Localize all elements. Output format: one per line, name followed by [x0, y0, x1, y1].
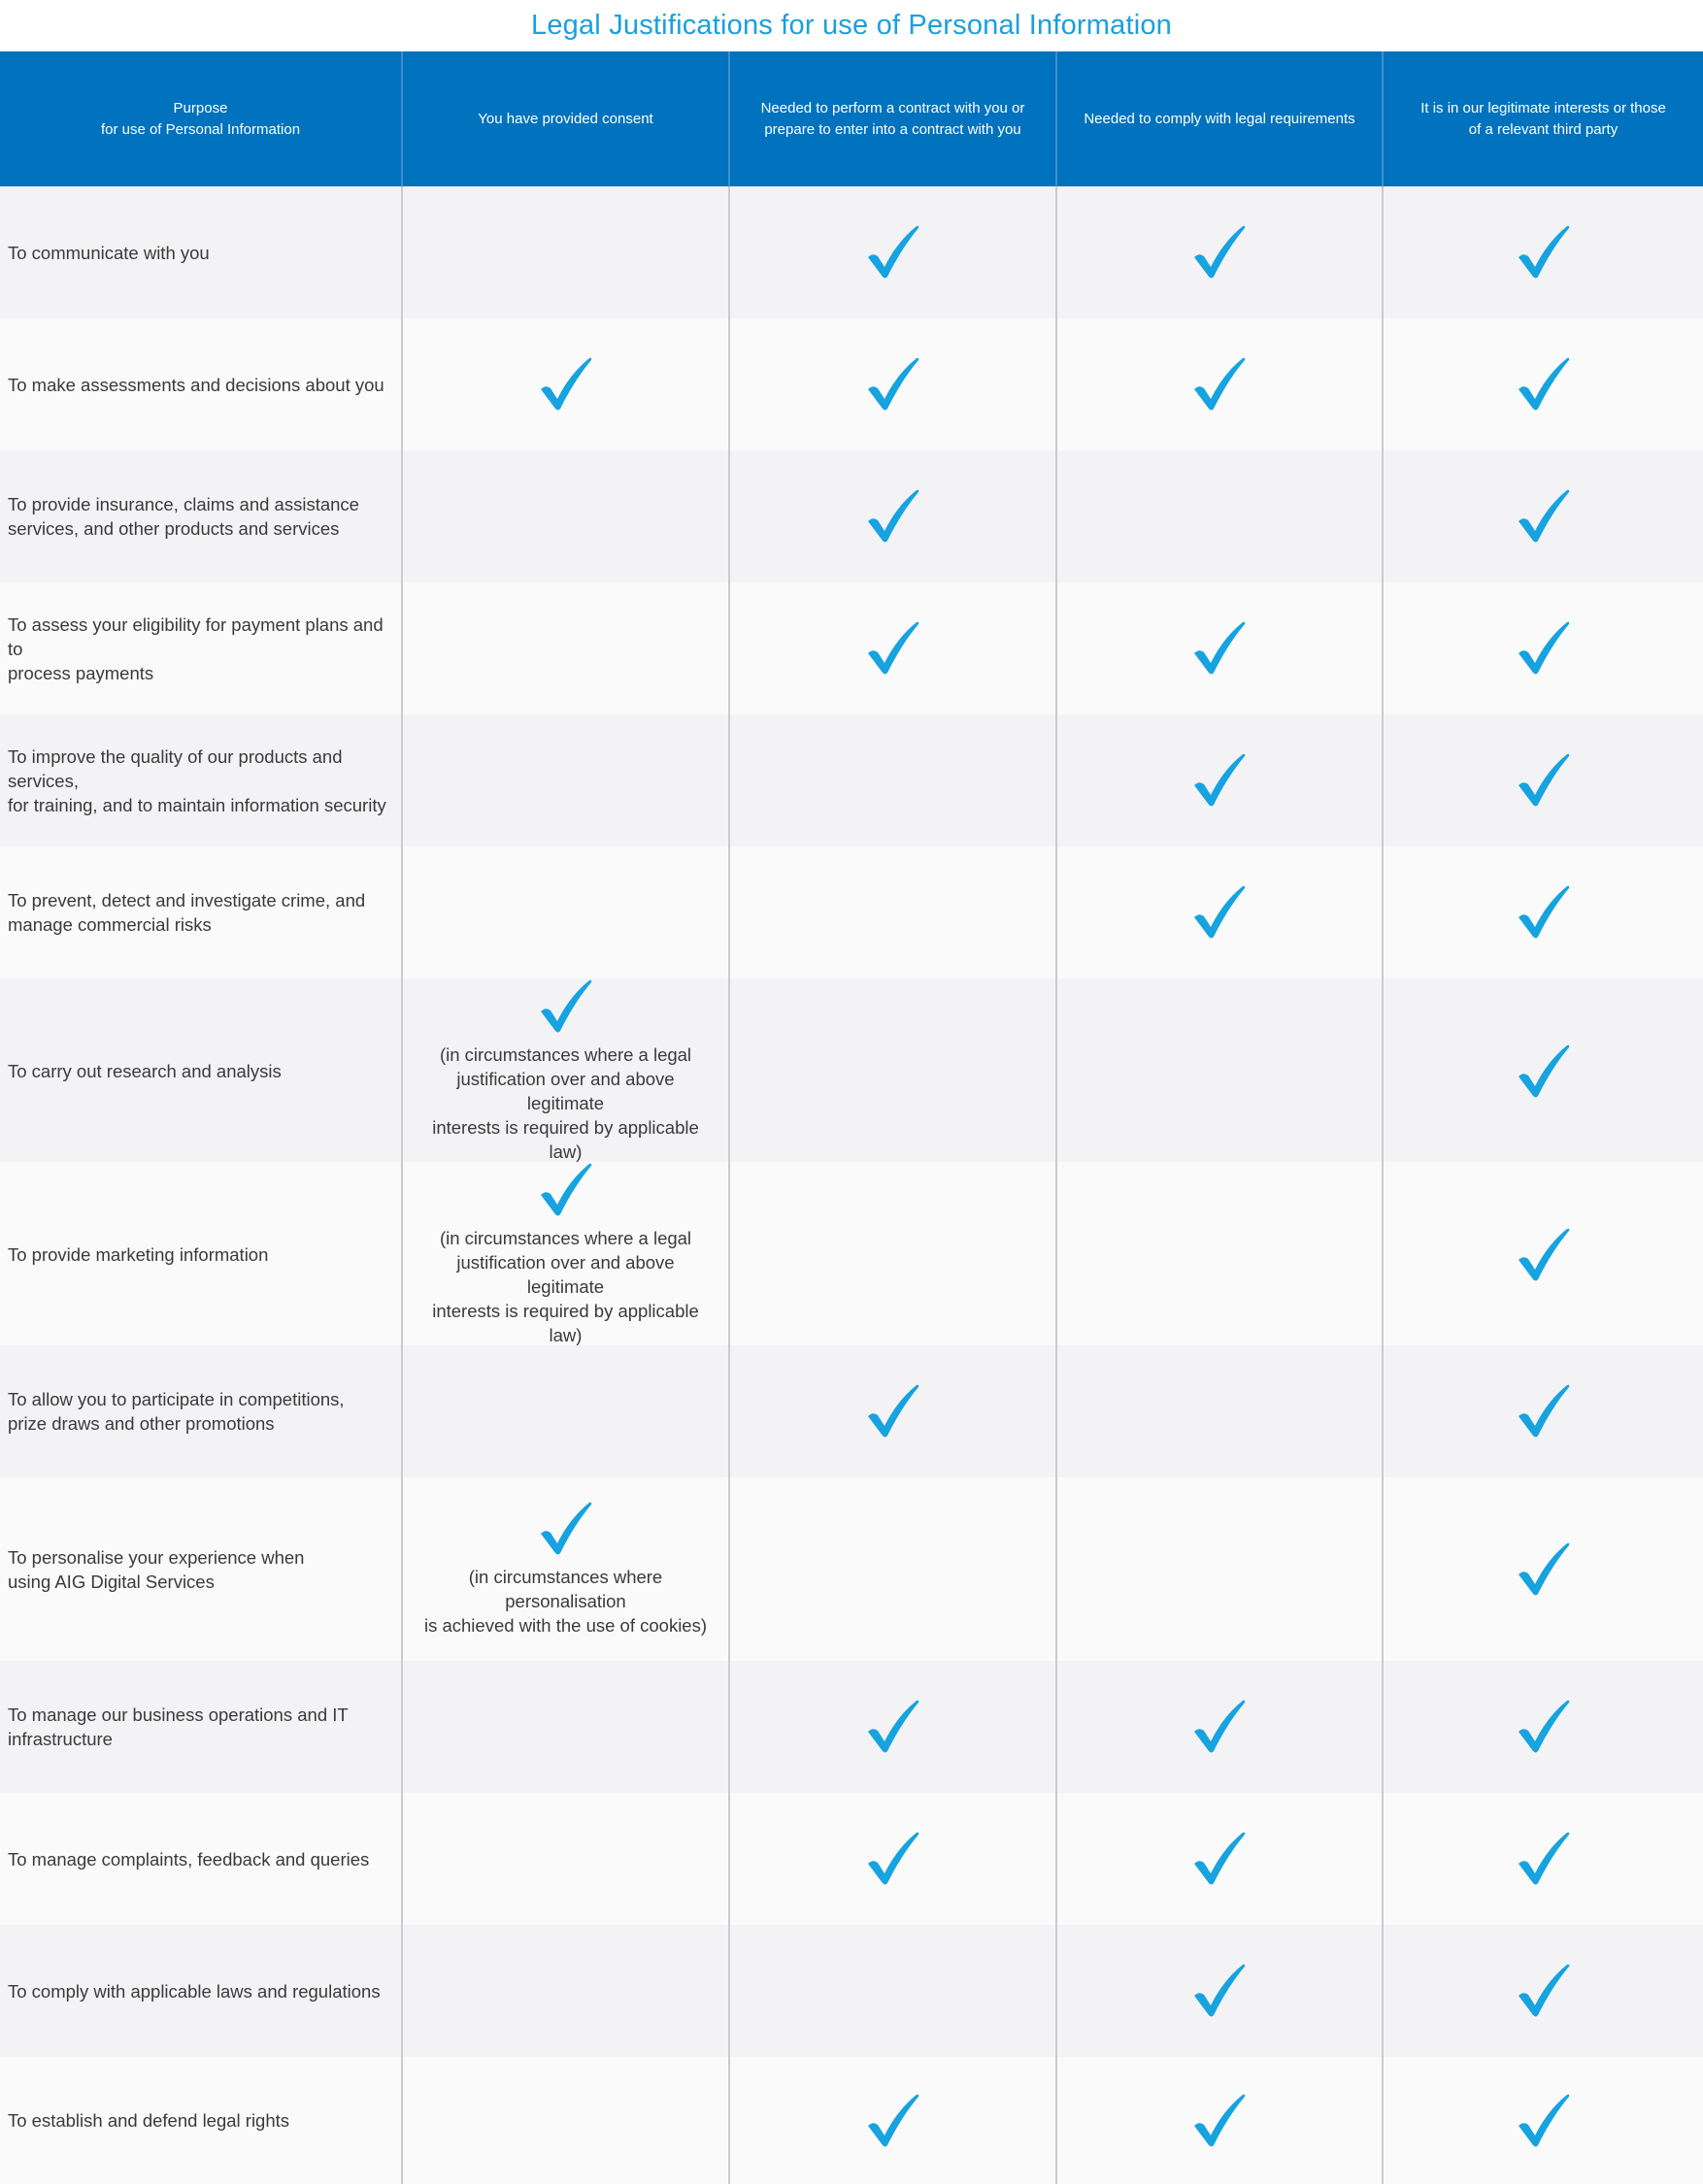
cell-contract: [728, 450, 1055, 582]
cell-contract: [728, 1345, 1055, 1477]
purpose-cell: To provide insurance, claims and assistance services, and other products and services: [8, 494, 359, 539]
table-row: [0, 450, 1703, 582]
column-header-consent: You have provided consent: [401, 51, 728, 186]
page-title: Legal Justifications for use of Personal Information: [530, 10, 1173, 41]
checkmark-icon: [1517, 1699, 1571, 1755]
checkmark-icon: [866, 620, 920, 677]
cell-consent: [401, 2057, 728, 2184]
checkmark-icon: [1517, 1963, 1571, 2019]
cell-legitimate-interests: [1382, 186, 1703, 318]
checkmark-icon: [539, 978, 593, 1035]
cell-legitimate-interests: [1382, 1661, 1703, 1793]
checkmark-icon: [866, 1699, 920, 1755]
cell-legal-requirements: [1055, 1162, 1382, 1347]
table-row: [0, 714, 1703, 846]
checkmark-icon: [1192, 1963, 1247, 2019]
table-body: [0, 186, 1703, 2184]
cell-consent: [401, 1793, 728, 1925]
checkmark-icon: [1192, 224, 1247, 281]
checkmark-icon: [866, 356, 920, 413]
table-row: [0, 978, 1703, 1162]
checkmark-icon: [1517, 1831, 1571, 1887]
table-row: [0, 2057, 1703, 2184]
purpose-cell: To manage our business operations and IT infrastructure: [8, 1704, 349, 1749]
checkmark-icon: [1192, 752, 1247, 809]
cell-legal-requirements: [1055, 1345, 1382, 1477]
cell-contract: [728, 318, 1055, 450]
cell-contract: [728, 582, 1055, 714]
cell-legal-requirements: [1055, 978, 1382, 1164]
table-row: [0, 1345, 1703, 1477]
cell-consent: [401, 846, 728, 978]
purpose-cell: To manage complaints, feedback and queries: [8, 1848, 370, 1870]
cell-legal-requirements: [1055, 1477, 1382, 1661]
checkmark-icon: [1517, 1383, 1571, 1439]
cell-consent: [401, 1162, 728, 1347]
checkmark-icon: [1517, 1227, 1571, 1283]
cell-consent: [401, 1345, 728, 1477]
table-row: [0, 1661, 1703, 1793]
checkmark-icon: [539, 356, 593, 413]
cell-contract: [728, 978, 1055, 1164]
checkmark-icon: [1517, 356, 1571, 413]
checkmark-icon: [1517, 1541, 1571, 1598]
cell-contract: [728, 1925, 1055, 2057]
cell-consent: [401, 1477, 728, 1661]
cell-contract: [728, 714, 1055, 846]
checkmark-icon: [1517, 884, 1571, 941]
column-header-contract: Needed to perform a contract with you or prepare to enter into a contract with you: [728, 51, 1055, 186]
checkmark-icon: [1517, 1043, 1571, 1100]
checkmark-icon: [539, 1162, 593, 1218]
column-header-legitimate-interests: It is in our legitimate interests or those of a relevant third party: [1382, 51, 1703, 186]
cell-consent: [401, 450, 728, 582]
checkmark-icon: [1192, 2093, 1247, 2149]
cell-legal-requirements: [1055, 318, 1382, 450]
cell-consent: [401, 978, 728, 1164]
cell-legal-requirements: [1055, 582, 1382, 714]
checkmark-icon: [866, 224, 920, 281]
checkmark-icon: [539, 1501, 593, 1557]
checkmark-icon: [1517, 224, 1571, 281]
cell-legitimate-interests: [1382, 582, 1703, 714]
table-row: [0, 186, 1703, 318]
purpose-cell: To communicate with you: [8, 242, 210, 263]
cell-legitimate-interests: [1382, 1345, 1703, 1477]
checkmark-icon: [866, 1831, 920, 1887]
cell-legal-requirements: [1055, 186, 1382, 318]
cell-contract: [728, 846, 1055, 978]
cell-legal-requirements: [1055, 1793, 1382, 1925]
cell-legal-requirements: [1055, 2057, 1382, 2184]
cell-legitimate-interests: [1382, 1162, 1703, 1347]
cell-legal-requirements: [1055, 450, 1382, 582]
checkmark-icon: [866, 2093, 920, 2149]
table-header: [0, 51, 1703, 186]
cell-legitimate-interests: [1382, 1477, 1703, 1661]
purpose-cell: To prevent, detect and investigate crime, and manage commercial risks: [8, 890, 366, 935]
checkmark-icon: [1192, 884, 1247, 941]
cell-contract: [728, 186, 1055, 318]
checkmark-icon: [1192, 356, 1247, 413]
table-row: [0, 846, 1703, 978]
table-row: [0, 1162, 1703, 1345]
cell-consent: [401, 714, 728, 846]
condition-note: (in circumstances where a legal justification over and above legitimate interests is required by applicable law): [432, 1228, 699, 1345]
checkmark-icon: [1517, 620, 1571, 677]
purpose-cell: To comply with applicable laws and regulations: [8, 1980, 381, 2002]
table-row: [0, 582, 1703, 714]
purpose-cell: To establish and defend legal rights: [8, 2110, 290, 2131]
checkmark-icon: [866, 488, 920, 545]
cell-legal-requirements: [1055, 714, 1382, 846]
cell-legitimate-interests: [1382, 450, 1703, 582]
cell-contract: [728, 1661, 1055, 1793]
table-row: [0, 1477, 1703, 1661]
checkmark-icon: [1192, 1699, 1247, 1755]
cell-consent: [401, 318, 728, 450]
cell-consent: [401, 582, 728, 714]
checkmark-icon: [1192, 1831, 1247, 1887]
purpose-cell: To improve the quality of our products and services, for training, and to maintain information security: [8, 745, 386, 815]
checkmark-icon: [1517, 488, 1571, 545]
purpose-cell: To personalise your experience when using AIG Digital Services: [8, 1546, 305, 1592]
cell-legitimate-interests: [1382, 846, 1703, 978]
table-row: [0, 318, 1703, 450]
justifications-table: [0, 51, 1703, 2184]
column-header-purpose: Purpose for use of Personal Information: [100, 99, 301, 138]
cell-legitimate-interests: [1382, 2057, 1703, 2184]
condition-note: (in circumstances where a legal justification over and above legitimate interests is required by applicable law): [432, 1044, 699, 1162]
cell-legal-requirements: [1055, 846, 1382, 978]
table-row: [0, 1925, 1703, 2057]
checkmark-icon: [1517, 752, 1571, 809]
column-header-legal-requirements: Needed to comply with legal requirements: [1055, 51, 1382, 186]
cell-legitimate-interests: [1382, 978, 1703, 1164]
cell-legal-requirements: [1055, 1925, 1382, 2057]
cell-legitimate-interests: [1382, 1793, 1703, 1925]
cell-contract: [728, 1793, 1055, 1925]
cell-legitimate-interests: [1382, 318, 1703, 450]
purpose-cell: To provide marketing information: [8, 1244, 269, 1265]
cell-consent: [401, 1661, 728, 1793]
purpose-cell: To allow you to participate in competitions, prize draws and other promotions: [8, 1389, 345, 1434]
cell-legitimate-interests: [1382, 1925, 1703, 2057]
checkmark-icon: [1192, 620, 1247, 677]
cell-legal-requirements: [1055, 1661, 1382, 1793]
checkmark-icon: [1517, 2093, 1571, 2149]
cell-consent: [401, 186, 728, 318]
cell-contract: [728, 2057, 1055, 2184]
cell-contract: [728, 1477, 1055, 1661]
purpose-cell: To carry out research and analysis: [8, 1061, 282, 1081]
cell-consent: [401, 1925, 728, 2057]
cell-legitimate-interests: [1382, 714, 1703, 846]
purpose-cell: To assess your eligibility for payment plans and to process payments: [8, 613, 384, 683]
cell-contract: [728, 1162, 1055, 1347]
table-row: [0, 1793, 1703, 1925]
condition-note: (in circumstances where personalisation is achieved with the use of cookies): [423, 1567, 707, 1636]
purpose-cell: To make assessments and decisions about you: [8, 374, 384, 395]
checkmark-icon: [866, 1383, 920, 1439]
